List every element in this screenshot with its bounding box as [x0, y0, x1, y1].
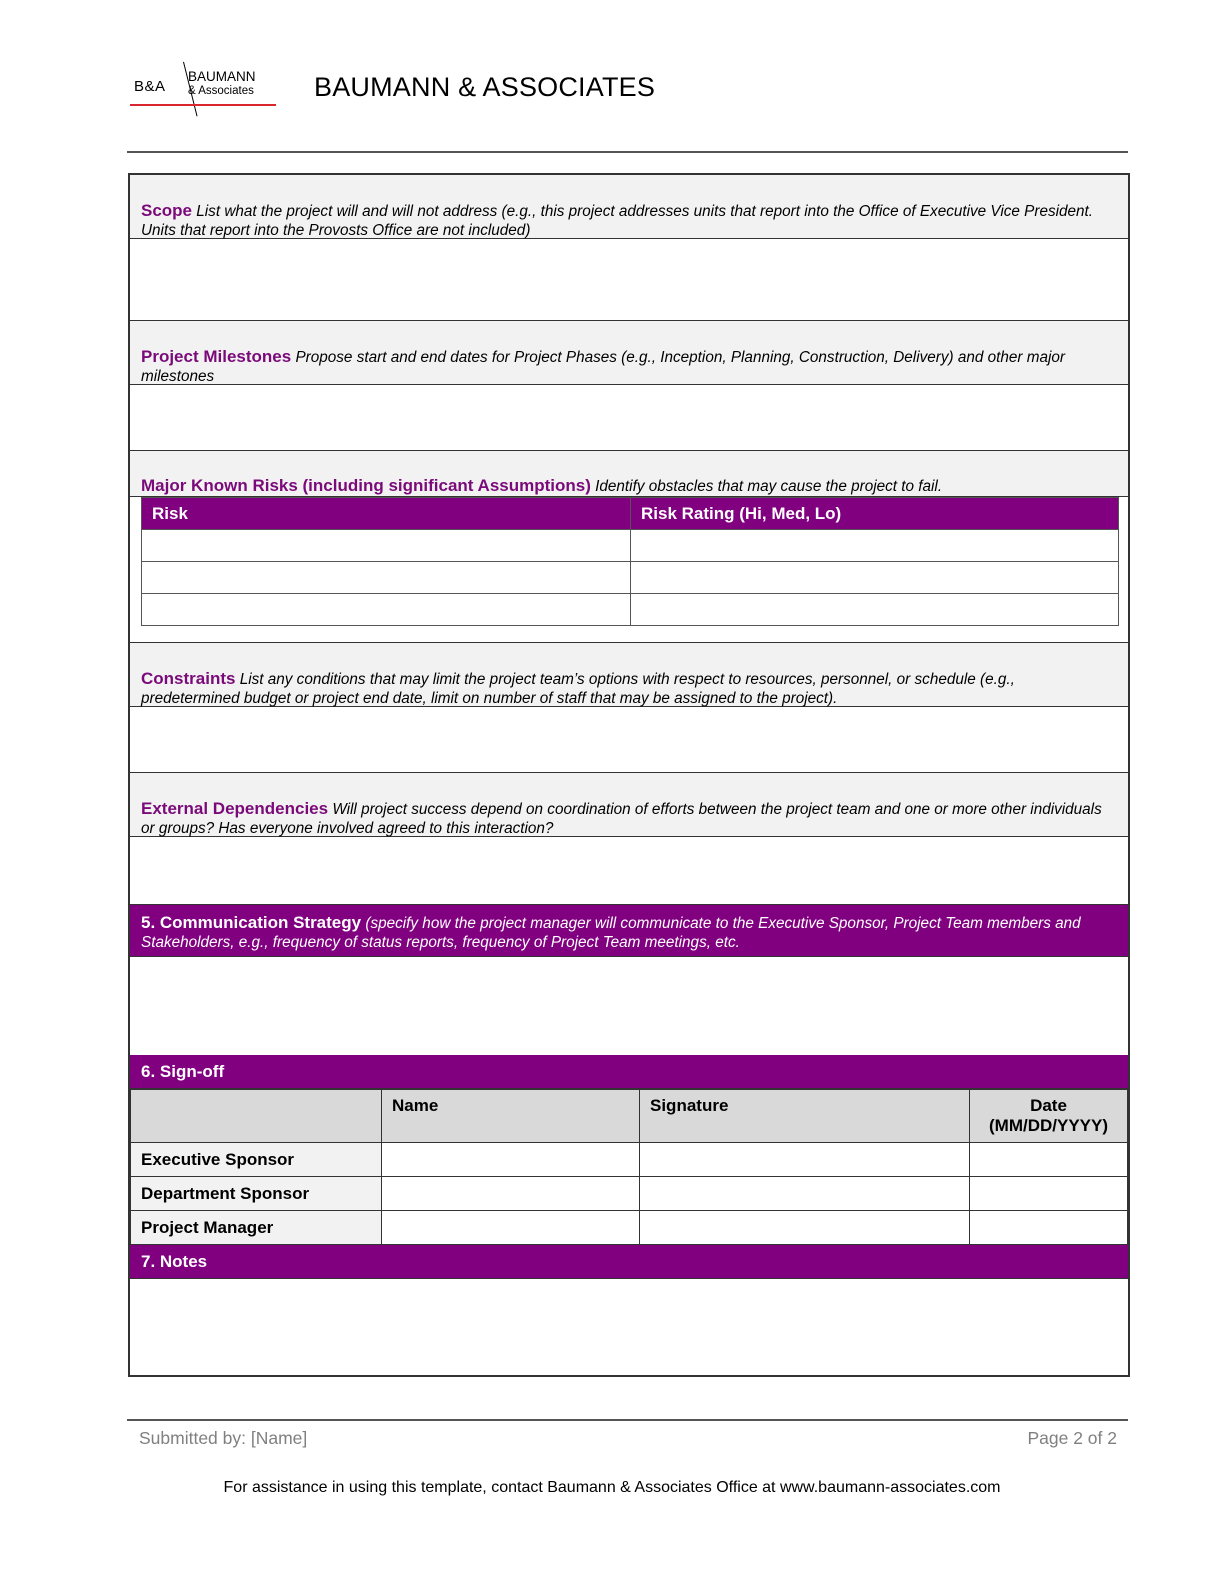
logo-name: BAUMANN — [188, 69, 256, 84]
submitted-by: Submitted by: [Name] — [139, 1428, 308, 1448]
communication-title: 5. Communication Strategy — [141, 913, 362, 932]
page-number: Page 2 of 2 — [1027, 1428, 1117, 1448]
signature-cell[interactable] — [640, 1211, 970, 1245]
risk-rating-cell[interactable] — [631, 530, 1119, 562]
table-row — [131, 1211, 1128, 1245]
communication-input-area[interactable] — [130, 957, 1128, 1055]
company-title: BAUMANN & ASSOCIATES — [314, 72, 656, 102]
constraints-description: List any conditions that may limit the project team’s options with respect to resources, personnel, or schedule (e.g., predetermined budget or project end date, limit on number of staff that may be assigned to the project). — [141, 671, 1015, 707]
risks-description: Identify obstacles that may cause the project to fail. — [595, 478, 943, 495]
name-cell[interactable] — [382, 1143, 640, 1177]
constraints-label — [130, 643, 1128, 707]
table-row — [142, 594, 1119, 626]
milestones-description: Propose start and end dates for Project Phases (e.g., Inception, Planning, Construction, Delivery) and other major milestones — [141, 349, 1065, 385]
communication-header — [130, 905, 1128, 957]
table-row — [142, 562, 1119, 594]
company-logo — [130, 62, 278, 118]
signoff-role-label: Executive Sponsor — [131, 1143, 382, 1177]
milestones-input-area[interactable] — [130, 385, 1128, 451]
project-form — [128, 173, 1130, 1377]
risk-column-header: Risk — [142, 498, 631, 530]
date-cell[interactable] — [970, 1177, 1128, 1211]
signoff-role-label: Department Sponsor — [131, 1177, 382, 1211]
risk-rating-column-header: Risk Rating (Hi, Med, Lo) — [631, 498, 1119, 530]
milestones-title: Project Milestones — [141, 347, 292, 366]
risks-label — [130, 451, 1128, 497]
name-cell[interactable] — [382, 1211, 640, 1245]
table-row — [142, 530, 1119, 562]
signature-cell[interactable] — [640, 1143, 970, 1177]
risk-cell[interactable] — [142, 562, 631, 594]
signature-column-header: Signature — [640, 1090, 970, 1143]
notes-title: 7. Notes — [141, 1252, 208, 1271]
header-divider — [127, 151, 1128, 153]
date-header-label: Date — [1030, 1096, 1067, 1115]
scope-description: List what the project will and will not address (e.g., this project addresses units that report into the Office of Executive Vice President. Units that report into the Provosts Office are not included) — [141, 203, 1094, 239]
risks-title: Major Known Risks (including significant Assumptions) — [141, 476, 591, 495]
dependencies-input-area[interactable] — [130, 837, 1128, 905]
table-row — [131, 1143, 1128, 1177]
table-row — [131, 1177, 1128, 1211]
risk-rating-cell[interactable] — [631, 562, 1119, 594]
signoff-corner-cell — [131, 1090, 382, 1143]
name-column-header: Name — [382, 1090, 640, 1143]
logo-initials: B&A — [134, 78, 166, 95]
logo-sub: & Associates — [188, 85, 254, 97]
risk-rating-cell[interactable] — [631, 594, 1119, 626]
dependencies-label — [130, 773, 1128, 837]
dependencies-description: Will project success depend on coordination of efforts between the project team and one or more other individuals or groups? Has everyone involved agreed to this interaction? — [141, 801, 1102, 837]
signoff-table — [130, 1089, 1128, 1245]
milestones-label — [130, 321, 1128, 385]
communication-description: (specify how the project manager will communicate to the Executive Sponsor, Project Team members and Stakeholders, e.g., frequency of status reports, frequency of Project Team meetings, etc. — [141, 915, 1081, 951]
name-cell[interactable] — [382, 1177, 640, 1211]
signoff-role-label: Project Manager — [131, 1211, 382, 1245]
footer-divider — [127, 1419, 1128, 1421]
constraints-title: Constraints — [141, 669, 236, 688]
scope-title: Scope — [141, 201, 193, 220]
date-header-format: (MM/DD/YYYY) — [989, 1116, 1108, 1135]
date-cell[interactable] — [970, 1211, 1128, 1245]
date-column-header — [970, 1090, 1128, 1143]
signoff-header — [130, 1055, 1128, 1089]
assistance-note: For assistance in using this template, contact Baumann & Associates Office at www.baumann-associates.com — [223, 1479, 1001, 1496]
risk-cell[interactable] — [142, 530, 631, 562]
dependencies-title: External Dependencies — [141, 799, 329, 818]
risk-cell[interactable] — [142, 594, 631, 626]
scope-label — [130, 175, 1128, 239]
logo-brand — [188, 69, 256, 99]
risk-table — [141, 497, 1119, 626]
notes-input-area[interactable] — [130, 1279, 1128, 1375]
constraints-input-area[interactable] — [130, 707, 1128, 773]
signoff-title: 6. Sign-off — [141, 1062, 225, 1081]
scope-input-area[interactable] — [130, 239, 1128, 321]
signature-cell[interactable] — [640, 1177, 970, 1211]
notes-header — [130, 1245, 1128, 1279]
logo-underline — [130, 104, 276, 106]
date-cell[interactable] — [970, 1143, 1128, 1177]
